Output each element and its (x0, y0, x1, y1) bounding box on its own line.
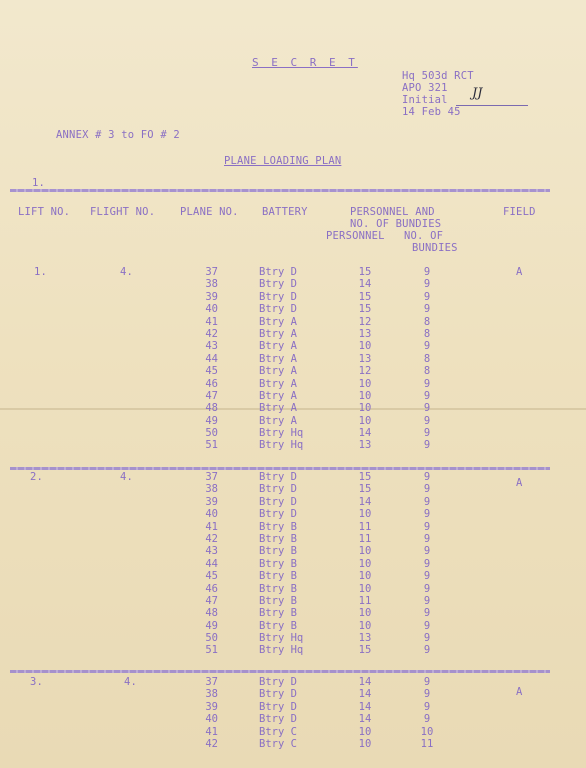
table-cell-plane: 40 (205, 508, 218, 521)
table-cell-bundles: 9 (423, 389, 431, 402)
table-cell-bundles: 9 (423, 471, 431, 483)
table-cell-personnel: 15 (358, 266, 372, 278)
table-cell-battery: Btry C (259, 725, 297, 738)
table-cell-bundles: 9 (423, 495, 431, 508)
table-cell-bundles: 10 (420, 725, 434, 738)
table-cell-battery: Btry A (259, 414, 297, 427)
table-cell-plane: 47 (205, 389, 218, 402)
table-cell-plane: 41 (205, 315, 218, 328)
table-cell-bundles: 9 (423, 688, 431, 701)
table-cell-plane: 48 (205, 402, 218, 415)
table-cell-bundles: 8 (423, 327, 431, 340)
plane-column (196, 471, 218, 657)
table-cell-plane: 39 (205, 495, 218, 508)
table-cell-battery: Btry D (259, 676, 297, 688)
table-cell-personnel: 11 (358, 532, 372, 545)
header-personnel: PERSONNEL (326, 230, 385, 242)
flight-number: 4. (124, 676, 138, 688)
table-cell-plane: 37 (205, 266, 218, 278)
hq-date: 14 Feb 45 (402, 106, 461, 118)
bundles-column (414, 266, 440, 452)
table-cell-bundles: 9 (423, 439, 431, 452)
table-cell-battery: Btry B (259, 582, 297, 595)
table-cell-bundles: 9 (423, 402, 431, 415)
table-cell-plane: 40 (205, 713, 218, 726)
table-cell-personnel: 15 (358, 290, 372, 303)
personnel-column (352, 471, 378, 657)
table-cell-battery: Btry A (259, 315, 297, 328)
battery-column (259, 266, 329, 452)
table-cell-personnel: 13 (358, 439, 372, 452)
table-cell-personnel: 14 (358, 278, 372, 291)
table-cell-plane: 50 (205, 632, 218, 645)
table-cell-plane: 44 (205, 557, 218, 570)
table-cell-plane: 42 (205, 532, 218, 545)
table-cell-plane: 42 (205, 737, 218, 750)
table-cell-personnel: 10 (358, 389, 372, 402)
table-cell-personnel: 14 (358, 713, 372, 726)
plan-title: PLANE LOADING PLAN (224, 155, 342, 167)
table-cell-personnel: 11 (358, 594, 372, 607)
table-cell-plane: 50 (205, 427, 218, 440)
table-cell-bundles: 9 (423, 644, 431, 657)
table-cell-plane: 51 (205, 439, 218, 452)
personnel-column (352, 266, 378, 452)
table-cell-personnel: 10 (358, 619, 372, 632)
table-cell-personnel: 10 (358, 340, 372, 353)
table-cell-battery: Btry D (259, 688, 297, 701)
header-personnel-and: PERSONNEL AND (350, 206, 435, 218)
table-cell-battery: Btry B (259, 594, 297, 607)
table-cell-personnel: 13 (358, 632, 372, 645)
table-cell-personnel: 10 (358, 377, 372, 390)
table-cell-bundles: 9 (423, 427, 431, 440)
table-cell-personnel: 10 (358, 557, 372, 570)
table-cell-personnel: 11 (358, 520, 372, 533)
table-cell-battery: Btry B (259, 532, 297, 545)
table-cell-battery: Btry D (259, 483, 297, 496)
table-cell-bundles: 11 (420, 737, 434, 750)
header-plane-no: PLANE NO. (180, 206, 239, 218)
header-field: FIELD (503, 206, 536, 218)
bundles-column (414, 676, 440, 750)
flight-number: 4. (120, 266, 134, 278)
table-cell-bundles: 9 (423, 532, 431, 545)
table-cell-plane: 46 (205, 582, 218, 595)
table-cell-battery: Btry D (259, 508, 297, 521)
hq-line-1: Hq 503d RCT (402, 70, 474, 82)
table-cell-bundles: 9 (423, 266, 431, 278)
table-cell-bundles: 9 (423, 713, 431, 726)
hq-initial-label: Initial (402, 94, 448, 106)
table-cell-battery: Btry A (259, 402, 297, 415)
table-cell-battery: Btry A (259, 340, 297, 353)
table-cell-bundles: 8 (423, 315, 431, 328)
table-cell-battery: Btry B (259, 619, 297, 632)
table-cell-bundles: 9 (423, 619, 431, 632)
table-cell-personnel: 12 (358, 315, 372, 328)
table-cell-personnel: 14 (358, 688, 372, 701)
table-cell-battery: Btry B (259, 607, 297, 620)
table-cell-bundles: 8 (423, 352, 431, 365)
table-cell-battery: Btry C (259, 737, 297, 750)
table-cell-plane: 49 (205, 619, 218, 632)
annex-reference: ANNEX # 3 to FO # 2 (56, 129, 180, 141)
table-cell-plane: 38 (205, 278, 218, 291)
table-cell-battery: Btry D (259, 713, 297, 726)
table-cell-plane: 39 (205, 700, 218, 713)
header-rule (10, 189, 550, 192)
table-cell-bundles: 9 (423, 303, 431, 316)
table-cell-battery: Btry A (259, 327, 297, 340)
lift-number: 1. (34, 266, 48, 278)
table-cell-personnel: 10 (358, 607, 372, 620)
handwritten-initial: JJ (472, 86, 483, 101)
table-cell-bundles: 9 (423, 520, 431, 533)
table-cell-personnel: 10 (358, 582, 372, 595)
table-cell-battery: Btry Hq (259, 632, 304, 645)
table-cell-bundles: 9 (423, 278, 431, 291)
table-cell-battery: Btry Hq (259, 439, 304, 452)
initial-underline (456, 105, 528, 106)
section-rule (10, 467, 550, 470)
table-cell-bundles: 9 (423, 414, 431, 427)
field-value: A (516, 266, 523, 278)
table-cell-personnel: 12 (358, 365, 372, 378)
table-cell-personnel: 10 (358, 508, 372, 521)
table-cell-personnel: 15 (358, 303, 372, 316)
table-cell-personnel: 10 (358, 414, 372, 427)
table-cell-personnel: 10 (358, 570, 372, 583)
table-cell-bundles: 9 (423, 508, 431, 521)
table-cell-battery: Btry A (259, 389, 297, 402)
table-cell-plane: 49 (205, 414, 218, 427)
table-cell-battery: Btry D (259, 278, 297, 291)
table-cell-personnel: 15 (358, 483, 372, 496)
header-flight-no: FLIGHT NO. (90, 206, 156, 218)
table-cell-bundles: 9 (423, 545, 431, 558)
table-cell-bundles: 9 (423, 290, 431, 303)
table-cell-personnel: 15 (358, 644, 372, 657)
table-cell-plane: 41 (205, 725, 218, 738)
table-cell-plane: 41 (205, 520, 218, 533)
table-cell-battery: Btry Hq (259, 427, 304, 440)
table-cell-personnel: 10 (358, 545, 372, 558)
header-lift-no: LIFT NO. (18, 206, 71, 218)
header-battery: BATTERY (262, 206, 308, 218)
table-cell-battery: Btry D (259, 290, 297, 303)
table-cell-plane: 47 (205, 594, 218, 607)
lift-number: 3. (30, 676, 44, 688)
table-cell-personnel: 10 (358, 725, 372, 738)
table-cell-battery: Btry D (259, 471, 297, 483)
table-cell-plane: 45 (205, 570, 218, 583)
personnel-column (352, 676, 378, 750)
table-cell-battery: Btry B (259, 545, 297, 558)
plane-column (196, 676, 218, 750)
table-cell-personnel: 10 (358, 737, 372, 750)
bundles-column (414, 471, 440, 657)
table-cell-bundles: 9 (423, 700, 431, 713)
header-no-of: NO. OF (404, 230, 444, 242)
secret-title: S E C R E T (252, 56, 358, 69)
table-cell-personnel: 10 (358, 402, 372, 415)
table-cell-plane: 44 (205, 352, 218, 365)
table-cell-plane: 37 (205, 676, 218, 688)
table-cell-personnel: 14 (358, 676, 372, 688)
table-cell-plane: 42 (205, 327, 218, 340)
flight-number: 4. (120, 471, 134, 483)
table-cell-battery: Btry B (259, 570, 297, 583)
battery-column (259, 676, 329, 750)
table-cell-bundles: 9 (423, 594, 431, 607)
plane-column (196, 266, 218, 452)
table-cell-personnel: 14 (358, 495, 372, 508)
table-cell-personnel: 13 (358, 352, 372, 365)
section-rule (10, 670, 550, 673)
battery-column (259, 471, 329, 657)
table-cell-bundles: 8 (423, 365, 431, 378)
table-cell-plane: 51 (205, 644, 218, 657)
table-cell-battery: Btry D (259, 266, 297, 278)
table-cell-bundles: 9 (423, 483, 431, 496)
table-cell-bundles: 9 (423, 377, 431, 390)
table-cell-battery: Btry Hq (259, 644, 304, 657)
top-mark: 1. (32, 177, 46, 189)
table-cell-personnel: 14 (358, 700, 372, 713)
table-cell-plane: 39 (205, 290, 218, 303)
table-cell-battery: Btry A (259, 352, 297, 365)
table-cell-plane: 43 (205, 340, 218, 353)
table-cell-personnel: 14 (358, 427, 372, 440)
table-cell-plane: 45 (205, 365, 218, 378)
table-cell-battery: Btry D (259, 700, 297, 713)
table-cell-bundles: 9 (423, 582, 431, 595)
table-cell-personnel: 15 (358, 471, 372, 483)
field-value: A (516, 686, 523, 698)
table-cell-bundles: 9 (423, 570, 431, 583)
hq-line-2: APO 321 (402, 82, 448, 94)
table-cell-plane: 43 (205, 545, 218, 558)
table-cell-plane: 40 (205, 303, 218, 316)
table-cell-plane: 37 (205, 471, 218, 483)
table-cell-plane: 38 (205, 688, 218, 701)
table-cell-bundles: 9 (423, 557, 431, 570)
table-cell-battery: Btry D (259, 303, 297, 316)
table-cell-battery: Btry A (259, 365, 297, 378)
table-cell-bundles: 9 (423, 676, 431, 688)
field-value: A (516, 477, 523, 489)
table-cell-battery: Btry A (259, 377, 297, 390)
table-cell-battery: Btry B (259, 520, 297, 533)
table-cell-battery: Btry B (259, 557, 297, 570)
table-cell-plane: 38 (205, 483, 218, 496)
table-cell-plane: 48 (205, 607, 218, 620)
table-cell-bundles: 9 (423, 340, 431, 353)
lift-number: 2. (30, 471, 44, 483)
header-no-of-bundies-line: NO. OF BUNDIES (350, 218, 442, 230)
table-cell-bundles: 9 (423, 632, 431, 645)
table-cell-personnel: 13 (358, 327, 372, 340)
table-cell-plane: 46 (205, 377, 218, 390)
header-bundies: BUNDIES (412, 242, 458, 254)
table-cell-battery: Btry D (259, 495, 297, 508)
table-cell-bundles: 9 (423, 607, 431, 620)
